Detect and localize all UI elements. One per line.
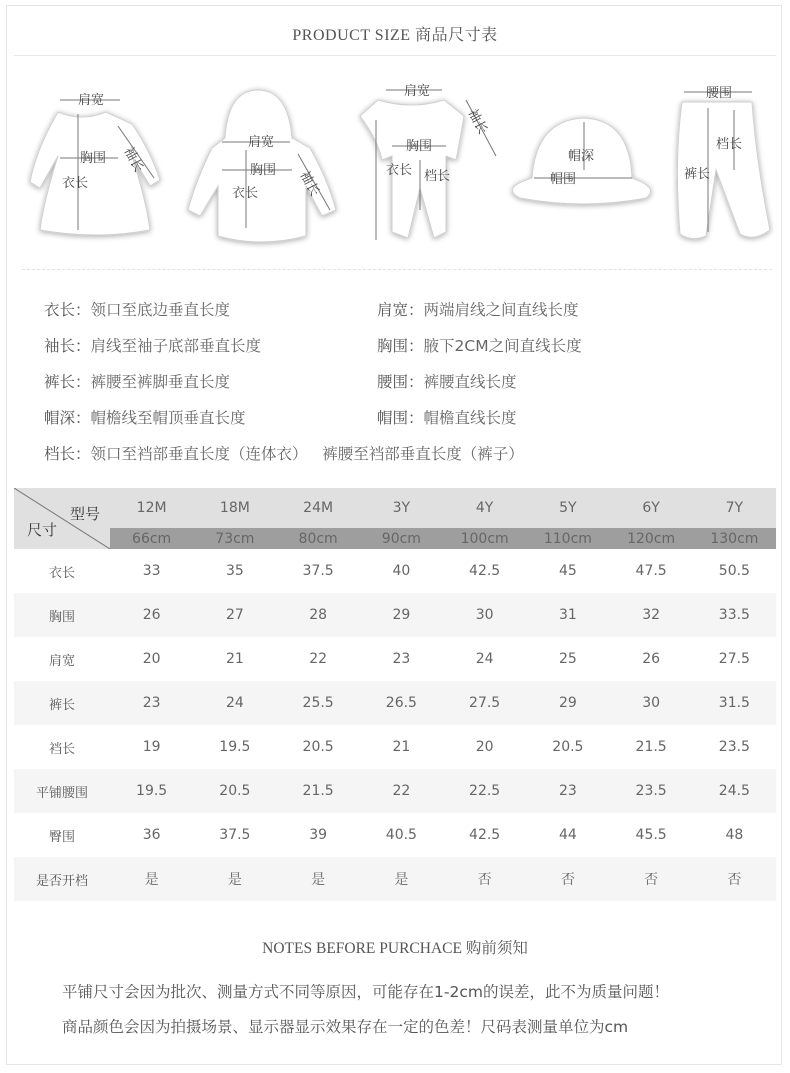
table-cell: 33: [142, 563, 161, 579]
table-cell: 22: [309, 651, 328, 667]
table-cell: 45: [558, 563, 577, 579]
definition-term: 肩宽：: [377, 301, 424, 319]
table-cell: 30: [443, 593, 526, 637]
dress-length-label: 衣长: [62, 176, 89, 191]
row-label: 肩宽: [48, 653, 75, 669]
pants-length-label: 裤长: [684, 167, 711, 182]
definition-desc: 肩线至袖子底部垂直长度: [90, 337, 262, 355]
romper-shoulder-label: 肩宽: [404, 84, 431, 99]
dress-chest-label: 胸围: [80, 151, 107, 166]
table-cell: 23: [110, 681, 193, 725]
table-cell: 23: [526, 769, 609, 813]
definition-desc: 裤腰直线长度: [423, 373, 517, 391]
table-cell: 否: [610, 857, 693, 901]
table-cell: 19.5: [219, 739, 251, 755]
table-cell: 29: [360, 593, 443, 637]
table-cell: 42.5: [469, 563, 501, 579]
table-cell: 20: [142, 651, 161, 667]
definition-term: 裤长：: [44, 373, 91, 391]
table-cell: 31.5: [693, 681, 776, 725]
definition-item: [44, 442, 524, 464]
table-cell: 24: [193, 681, 276, 725]
table-row: [14, 813, 776, 857]
section-divider: [22, 269, 772, 270]
table-cell: 26: [642, 651, 661, 667]
row-label: 胸围: [14, 593, 110, 637]
table-cell: 47.5: [635, 563, 667, 579]
size-header-cell: 7Y: [693, 488, 776, 528]
table-corner-cell: [14, 488, 110, 549]
table-cell: 23.5: [610, 769, 693, 813]
romper-chest-label: 胸围: [406, 139, 433, 154]
table-row: [14, 769, 776, 813]
height-header-cell: 120cm: [610, 528, 693, 549]
hat-circumference-label: 帽围: [550, 172, 577, 187]
definition-term: 腰围：: [377, 373, 424, 391]
table-cell: 39: [309, 827, 328, 843]
jacket-chest-label: 胸围: [250, 163, 277, 178]
romper-length-label: 衣长: [386, 163, 413, 178]
table-cell: 27.5: [443, 681, 526, 725]
definition-item: [44, 334, 261, 356]
height-header-cell: 66cm: [110, 528, 193, 549]
table-cell: 40: [392, 563, 411, 579]
jacket-length-label: 衣长: [232, 186, 259, 201]
table-cell: 是: [360, 857, 443, 901]
size-header-cell: 18M: [193, 488, 276, 528]
table-cell: 20.5: [193, 769, 276, 813]
table-cell: 21.5: [277, 769, 360, 813]
table-cell: 40.5: [385, 827, 417, 843]
table-cell: 27: [193, 593, 276, 637]
table-cell: 19: [142, 739, 161, 755]
table-cell: 25: [558, 651, 577, 667]
table-cell: 50.5: [718, 563, 750, 579]
table-cell: 27.5: [718, 651, 750, 667]
definition-desc: 裤腰至裤脚垂直长度: [90, 373, 231, 391]
size-header-cell: 12M: [110, 488, 193, 528]
height-header-cell: 100cm: [443, 528, 526, 549]
pants-crotch-label: 档长: [716, 137, 743, 152]
row-label: 衣长: [48, 565, 75, 581]
table-row: [14, 857, 776, 901]
row-label: 平铺腰围: [14, 769, 110, 813]
height-header-cell: 73cm: [193, 528, 276, 549]
dress-sleeve-label: 袖长: [120, 144, 146, 175]
table-cell: 23.5: [718, 739, 750, 755]
table-cell: 24: [475, 651, 494, 667]
table-cell: 37.5: [219, 827, 251, 843]
table-row: [14, 725, 776, 769]
corner-label-model: 型号: [70, 505, 101, 523]
table-row: [14, 637, 776, 681]
jacket-sleeve-label: 袖长: [296, 168, 322, 199]
table-cell: 31: [526, 593, 609, 637]
definition-term: 胸围：: [377, 337, 424, 355]
table-cell: 否: [526, 857, 609, 901]
table-cell: 是: [193, 857, 276, 901]
definition-item: [44, 370, 230, 392]
table-cell: 是: [277, 857, 360, 901]
size-table: [14, 488, 776, 901]
definition-desc: 腋下2CM之间直线长度: [423, 337, 582, 355]
table-cell: 否: [443, 857, 526, 901]
table-cell: 44: [558, 827, 577, 843]
table-cell: 22: [360, 769, 443, 813]
table-cell: 32: [610, 593, 693, 637]
note-line-2: 商品颜色会因为拍摄场景、显示器显示效果存在一定的色差！尺码表测量单位为cm: [62, 1018, 629, 1036]
table-row: [14, 681, 776, 725]
definition-item: [377, 406, 517, 428]
romper-sleeve-label: 袖长: [464, 106, 490, 137]
table-cell: 21.5: [635, 739, 667, 755]
definition-term: 帽围：: [377, 409, 424, 427]
dress-shape: [30, 112, 160, 235]
table-cell: 21: [392, 739, 411, 755]
title-divider: [14, 55, 776, 56]
size-header-row: [14, 488, 776, 528]
definition-item: [44, 406, 246, 428]
table-cell: 37.5: [302, 563, 334, 579]
table-cell: 26: [110, 593, 193, 637]
height-header-cell: 90cm: [360, 528, 443, 549]
table-cell: 19.5: [110, 769, 193, 813]
table-cell: 26.5: [360, 681, 443, 725]
definition-item: [377, 298, 579, 320]
table-cell: 21: [225, 651, 244, 667]
table-cell: 33.5: [693, 593, 776, 637]
garment-diagrams: [0, 60, 790, 260]
row-label: 裤长: [14, 681, 110, 725]
row-label: 臀围: [48, 829, 75, 845]
row-label: 裆长: [48, 741, 75, 757]
table-cell: 48: [725, 827, 744, 843]
table-cell: 42.5: [469, 827, 501, 843]
measurement-illustrations: [0, 60, 790, 260]
size-header-cell: 5Y: [526, 488, 609, 528]
pants-waist-label: 腰围: [706, 86, 733, 101]
definition-desc: 帽檐线至帽顶垂直长度: [90, 409, 246, 427]
definition-desc: 领口至裆部垂直长度（连体衣） 裤腰至裆部垂直长度（裤子）: [90, 445, 524, 463]
height-header-row: [14, 528, 776, 549]
size-header-cell: 6Y: [610, 488, 693, 528]
height-header-cell: 130cm: [693, 528, 776, 549]
table-cell: 20.5: [552, 739, 584, 755]
table-cell: 22.5: [443, 769, 526, 813]
definition-item: [377, 370, 517, 392]
height-header-cell: 80cm: [277, 528, 360, 549]
size-header-cell: 4Y: [443, 488, 526, 528]
table-cell: 否: [693, 857, 776, 901]
table-cell: 24.5: [693, 769, 776, 813]
table-cell: 是: [110, 857, 193, 901]
table-cell: 35: [225, 563, 244, 579]
size-header-cell: 24M: [277, 488, 360, 528]
table-cell: 30: [610, 681, 693, 725]
height-header-cell: 110cm: [526, 528, 609, 549]
table-row: [14, 593, 776, 637]
table-cell: 23: [392, 651, 411, 667]
table-cell: 29: [526, 681, 609, 725]
definition-desc: 帽檐直线长度: [423, 409, 517, 427]
corner-label-size: 尺寸: [27, 521, 58, 539]
row-label: 是否开档: [14, 857, 110, 901]
table-cell: 28: [277, 593, 360, 637]
definition-item: [377, 334, 582, 356]
size-header-cell: 3Y: [360, 488, 443, 528]
hat-depth-label: 帽深: [568, 149, 595, 164]
definition-item: [44, 298, 230, 320]
definition-desc: 领口至底边垂直长度: [90, 301, 231, 319]
page-title: PRODUCT SIZE 商品尺寸表: [292, 27, 498, 44]
definition-desc: 两端肩线之间直线长度: [423, 301, 579, 319]
dress-shoulder-label: 肩宽: [78, 93, 105, 108]
note-line-1: 平铺尺寸会因为批次、测量方式不同等原因，可能存在1-2cm的误差，此不为质量问题！: [62, 983, 669, 1001]
definition-term: 袖长：: [44, 337, 91, 355]
jacket-shoulder-label: 肩宽: [248, 135, 275, 150]
table-cell: 20.5: [302, 739, 334, 755]
definition-term: 衣长：: [44, 301, 91, 319]
notes-title: NOTES BEFORE PURCHACE 购前须知: [262, 940, 528, 957]
romper-crotch-label: 档长: [424, 169, 451, 184]
table-cell: 25.5: [277, 681, 360, 725]
table-row: [14, 549, 776, 593]
definition-term: 帽深：: [44, 409, 91, 427]
table-cell: 36: [142, 827, 161, 843]
table-cell: 45.5: [635, 827, 667, 843]
table-cell: 20: [475, 739, 494, 755]
definition-term: 档长：: [44, 445, 91, 463]
